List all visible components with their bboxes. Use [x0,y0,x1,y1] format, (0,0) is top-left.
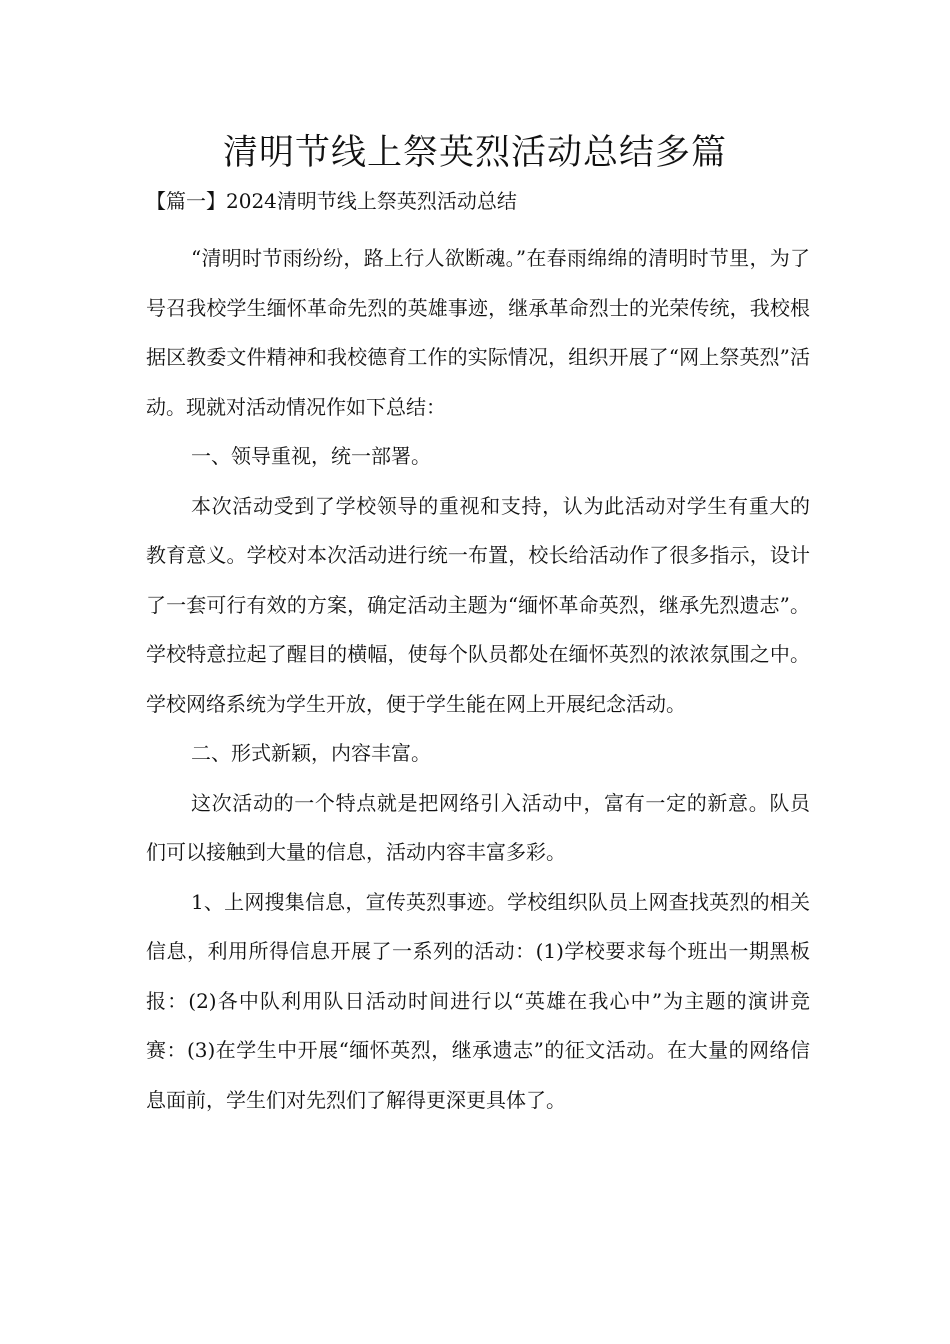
paragraph-intro: “清明时节雨纷纷，路上行人欲断魂。”在春雨绵绵的清明时节里，为了号召我校学生缅怀革命先烈的英雄事迹，继承革命烈士的光荣传统，我校根据区教委文件精神和我校德育工作的实际情况，组织开展了“网上祭英烈”活动。现就对活动情况作如下总结： [146,246,810,419]
paragraph-leadership: 本次活动受到了学校领导的重视和支持，认为此活动对学生有重大的教育意义。学校对本次活动进行统一布置，校长给活动作了很多指示，设计了一套可行有效的方案，确定活动主题为“缅怀革命英烈，继承先烈遗志”。学校特意拉起了醒目的横幅，使每个队员都处在缅怀英烈的浓浓氛围之中。学校网络系统为学生开放，便于学生能在网上开展纪念活动。 [146,493,810,716]
section-heading: 【篇一】2024清明节线上祭英烈活动总结 [146,189,517,213]
subheading-leadership: 一、领导重视，统一部署。 [191,444,431,468]
paragraph-online-search: 1、上网搜集信息，宣传英烈事迹。学校组织队员上网查找英烈的相关信息，利用所得信息开展了一系列的活动：(1)学校要求每个班出一期黑板报：(2)各中队利用队日活动时间进行以“英雄在我心中”为主题的演讲竞赛：(3)在学生中开展“缅怀英烈，继承遗志”的征文活动。在大量的网络信息面前，学生们对先烈们了解得更深更具体了。 [146,889,810,1112]
paragraph-format: 这次活动的一个特点就是把网络引入活动中，富有一定的新意。队员们可以接触到大量的信息，活动内容丰富多彩。 [146,790,810,864]
document-title: 清明节线上祭英烈活动总结多篇 [222,133,727,173]
document-body [146,234,810,1125]
subheading-format: 二、形式新颖，内容丰富。 [191,741,431,765]
